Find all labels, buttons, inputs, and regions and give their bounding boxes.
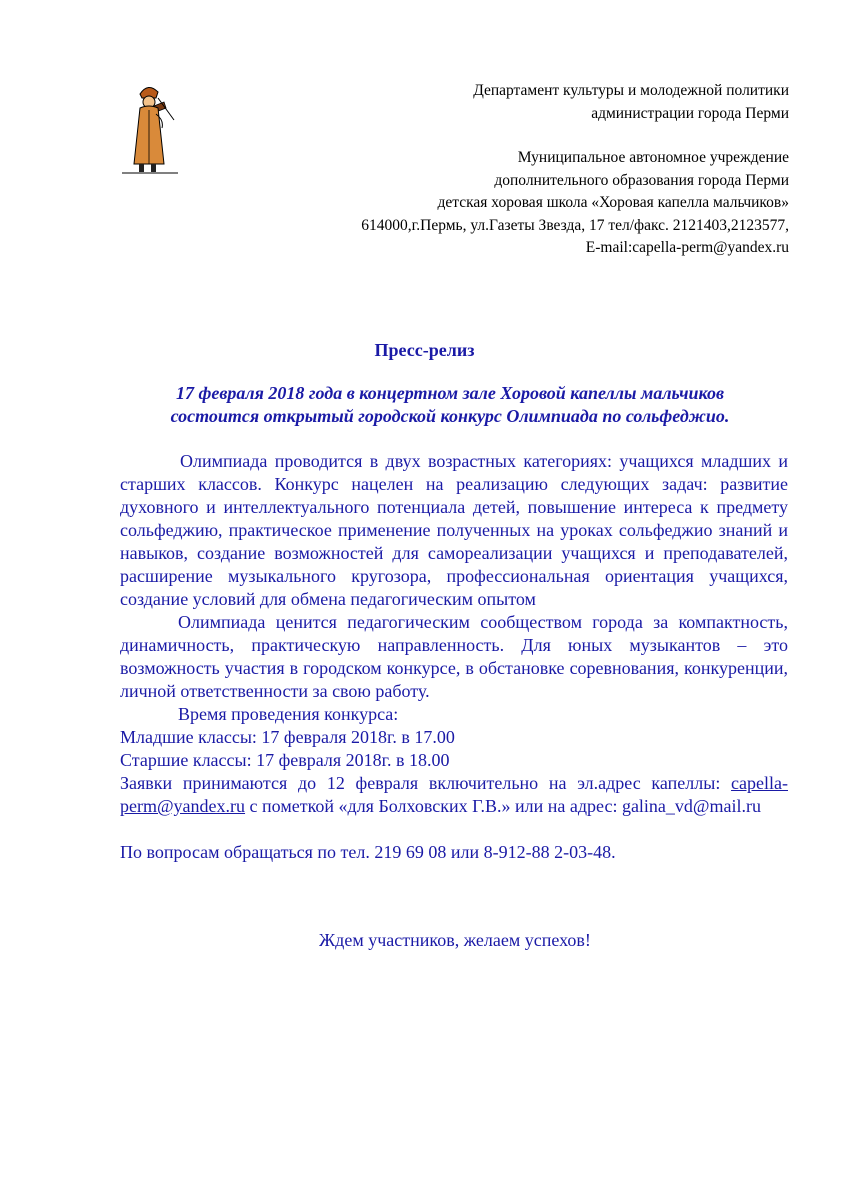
time-heading: Время проведения конкурса: [178, 704, 399, 724]
closing-line: Ждем участников, желаем успехов! [319, 930, 591, 950]
letterhead-address: 614000,г.Пермь, ул.Газеты Звезда, 17 тел/факс. 2121403,2123577, [361, 216, 789, 234]
subtitle-line: 17 февраля 2018 года в концертном зале Хоровой капеллы мальчиков [175, 383, 725, 403]
announcement-subtitle [110, 382, 790, 428]
letterhead [361, 80, 789, 260]
subtitle-line: состоится открытый городской конкурс Олимпиада по сольфеджио. [170, 406, 730, 426]
paragraph-description: Олимпиада проводится в двух возрастных категориях: учащихся младших и старших классов. Конкурс нацелен на реализацию следующих задач: развитие духовного и интеллектуального потенциала детей, повышение интереса к предмету сольфеджию, практическое применение полученных на уроках сольфеджио знаний и навыков, создание возможностей для самореализации учащихся и преподавателей, расширение музыкального кругозора, профессиональная ориентация учащихся, создание условий для обмена педагогическим опытом [120, 451, 788, 609]
letterhead-line: детская хоровая школа «Хоровая капелла мальчиков» [437, 194, 789, 211]
letterhead-line: администрации города Перми [591, 104, 789, 122]
applications-intro: Заявки принимаются до 12 февраля включительно на эл.адрес капеллы: [120, 773, 721, 793]
senior-schedule: Старшие классы: 17 февраля 2018г. в 18.00 [120, 750, 450, 770]
paragraph-value: Олимпиада ценится педагогическим сообществом города за компактность, динамичность, практическую направленность. Для юных музыкантов – это возможность участия в городском конкурсе, в обстановке соревнования, конкуренции, личной ответственности за свою работу. [120, 612, 788, 701]
press-release-body [120, 450, 788, 864]
letterhead-line: дополнительного образования города Перми [494, 171, 789, 189]
junior-schedule: Младшие классы: 17 февраля 2018г. в 17.00 [120, 727, 455, 747]
page-title: Пресс-релиз [374, 340, 475, 360]
letterhead-line: Департамент культуры и молодежной политики [473, 82, 789, 99]
applications-paragraph [120, 772, 788, 818]
letterhead-email: E-mail:capella-perm@yandex.ru [585, 239, 789, 256]
contacts-line: По вопросам обращаться по тел. 219 69 08 или 8-912-88 2-03-48. [120, 842, 616, 862]
capella-email-link[interactable]: capella-perm@yandex.ru [120, 773, 788, 816]
violinist-logo [118, 80, 182, 176]
letterhead-line: Муниципальное автономное учреждение [517, 149, 789, 166]
applications-rest: с пометкой «для Болховских Г.В.» или на адрес: galina_vd@mail.ru [245, 796, 761, 816]
